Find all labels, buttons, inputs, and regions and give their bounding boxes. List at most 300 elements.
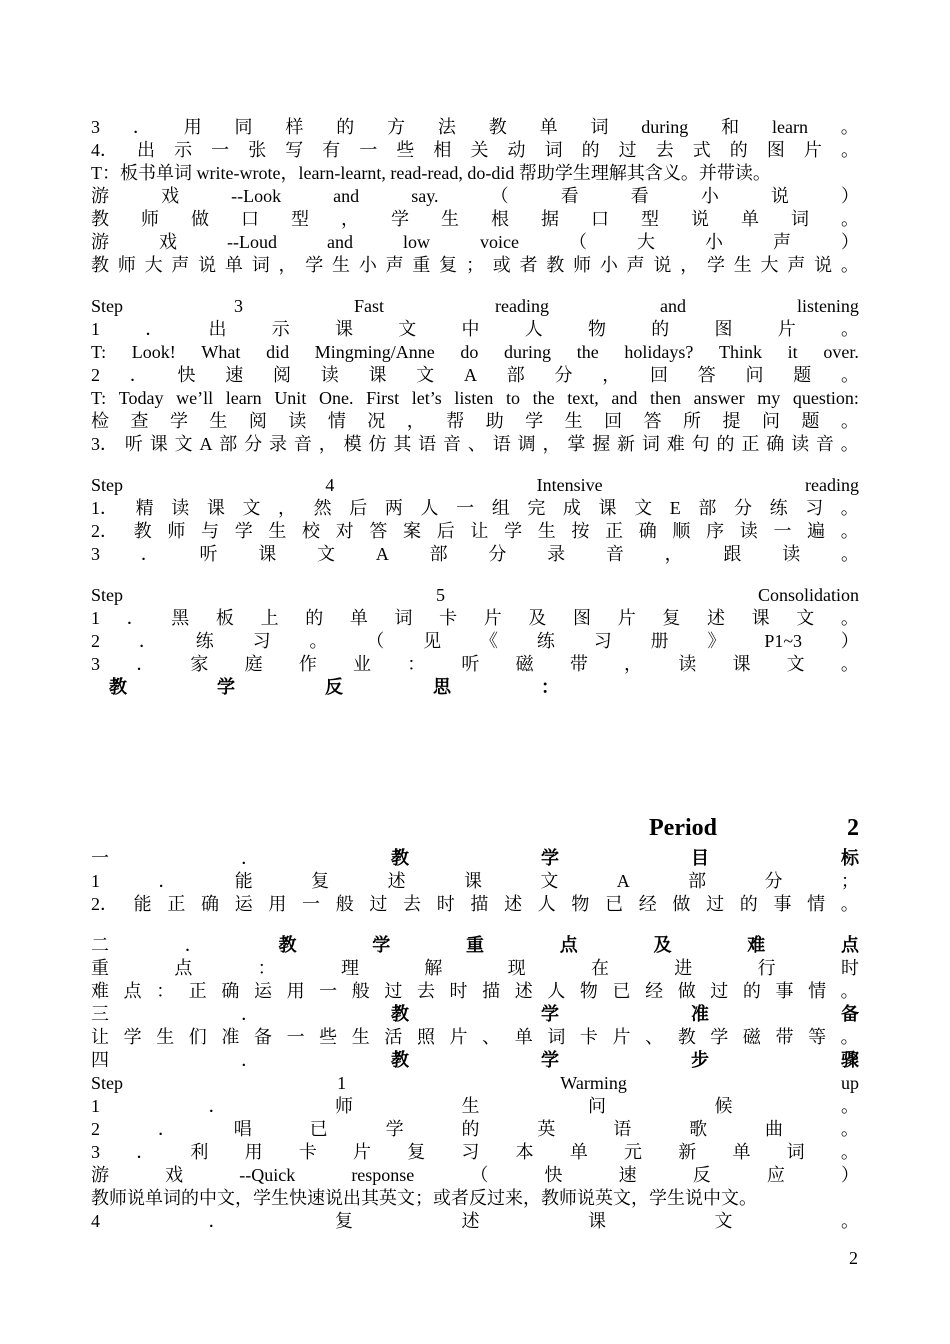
word: --Loud [227,232,277,252]
word: 3 [91,544,100,564]
word: Mingming/Anne [314,342,435,362]
word: 3 [91,1142,100,1162]
word: 单 [539,117,558,137]
word: 说 [770,186,789,206]
word: 生 [209,411,228,431]
word: 所 [683,411,702,431]
text-line [91,584,859,607]
word: 4 [91,1211,100,1231]
word: 语 [613,1119,632,1139]
word: 复 [311,871,330,891]
word: 图 [766,140,785,160]
word: up [840,1073,859,1093]
word: 快 [544,1165,563,1185]
word: 2 [91,365,100,385]
word: 带 [775,1027,794,1047]
word: Step [91,1073,124,1093]
word: 教 [109,677,127,697]
word: 练 [536,631,555,651]
word: 部 [688,871,707,891]
word: 文 [174,434,193,454]
word: 声 [787,255,806,275]
word: 作 [298,654,317,674]
word: 准 [691,1004,709,1024]
word: 学 [525,411,544,431]
word: 戏 [159,232,177,252]
word: 确 [766,434,785,454]
word: then [649,388,681,408]
word: 学 [391,209,409,229]
word: 看 [560,186,579,206]
text-line [91,208,859,231]
text-line [91,1003,859,1026]
word: 和 [721,117,740,137]
word: learn [225,388,262,408]
word: 本 [515,1142,534,1162]
word: 已 [309,1119,328,1139]
text-line [91,231,859,254]
word: 一 [91,848,109,868]
word: 师 [141,209,159,229]
word: 出 [208,319,227,339]
word: 、 [467,434,486,454]
word: （ [470,1165,489,1185]
word: 样 [285,117,304,137]
word: 生 [537,521,556,541]
word: 小 [704,232,723,252]
word: 册 [650,631,669,651]
word: 5 [436,585,445,605]
word: 学 [169,411,188,431]
word: 们 [188,1027,207,1047]
word: 的 [716,434,735,454]
word: 。 [840,608,859,628]
word: 说 [198,255,217,275]
word: 片 [803,140,822,160]
word: 过 [618,140,637,160]
word: Today [118,388,164,408]
word: 。 [840,411,859,431]
word: 做 [677,981,696,1001]
word: 型 [641,209,659,229]
word: 戏 [165,1165,184,1185]
word: 口 [241,209,259,229]
word: 语 [418,434,437,454]
word: 调 [517,434,536,454]
word: 的 [336,117,355,137]
word: 教 [488,117,507,137]
word: 描 [482,981,501,1001]
text-line [91,162,859,185]
word: 声 [772,232,791,252]
word: 两 [384,498,403,518]
word: 校 [302,521,321,541]
word: 后 [349,498,368,518]
word: 情 [327,411,346,431]
word: 庭 [244,654,263,674]
word: 部 [698,498,717,518]
word: 。 [840,894,859,914]
word: 些 [319,1027,338,1047]
word: 说 [814,255,833,275]
word: 后 [436,521,455,541]
word: 答 [697,365,716,385]
word: A [616,871,630,891]
word: 。 [840,521,859,541]
word: 单 [732,1142,751,1162]
word: 1 [337,1073,347,1093]
text-line [91,1026,859,1049]
word: Step [91,296,124,316]
word: my [757,388,781,408]
word: 按 [571,521,590,541]
word: 学 [541,848,559,868]
period-title [91,817,859,847]
word: 现 [507,958,526,978]
word: 词 [544,140,563,160]
text-line [91,1210,859,1233]
word: 去 [655,140,674,160]
word: 声 [171,255,190,275]
word: 有 [322,140,341,160]
word: 分 [764,871,783,891]
text-line [91,410,859,433]
word: 人 [537,894,556,914]
word: 用 [268,894,287,914]
word: （ [490,186,509,206]
word: 文 [398,319,417,339]
blank-line [91,456,859,474]
word: 元 [624,1142,643,1162]
text-line [91,676,859,699]
word: 问 [745,365,764,385]
word: 据 [541,209,559,229]
word: 音 [815,434,834,454]
word: 及 [528,608,547,628]
page-number: 2 [849,1248,858,1268]
word: 中 [461,319,480,339]
word: 描 [470,894,489,914]
blank-line [91,566,859,584]
word: 读 [288,411,307,431]
word: we’ll [176,388,214,408]
word: 重 [412,255,431,275]
word: 述 [706,608,725,628]
word: ， [278,255,297,275]
word: 关 [470,140,489,160]
word: 已 [605,894,624,914]
word: 进 [674,958,693,978]
word: 反 [325,677,343,697]
word: 黑 [171,608,190,628]
text-line [91,957,859,980]
word: 游 [91,232,109,252]
word: 习 [593,631,612,651]
word: --Look [231,186,282,206]
word: 读 [320,365,339,385]
word: 等 [808,1027,827,1047]
word: 。 [840,1142,859,1162]
word: A [464,365,477,385]
word: 物 [588,319,606,339]
period-number: 2 [847,815,859,841]
word: 复 [662,608,681,628]
word: 家 [190,654,209,674]
word: 课 [335,319,353,339]
word: 教 [677,1027,696,1047]
word: 学 [706,255,725,275]
word: 课 [206,498,225,518]
word: ． [208,1096,227,1116]
word: 3 [234,296,243,316]
word: 词 [251,255,270,275]
word: 对 [335,521,354,541]
word: 出 [137,140,156,160]
word: Unit [274,388,307,408]
word: First [366,388,400,408]
word: 应 [766,1165,785,1185]
word: 重 [466,935,484,955]
word: 述 [504,894,523,914]
word: 在 [590,958,609,978]
word: 动 [507,140,526,160]
word: 理 [340,958,359,978]
word: 练 [769,498,788,518]
word: 生 [351,1027,370,1047]
word: 。 [841,365,859,385]
word: 情 [807,894,826,914]
word: 点 [174,958,193,978]
word: 的 [742,981,761,1001]
word: 。 [841,1096,859,1116]
word: 听 [124,434,143,454]
word: ． [136,1142,155,1162]
word: did [266,342,290,362]
word: 生 [268,521,287,541]
word: 运 [253,981,272,1001]
word: 歌 [689,1119,708,1139]
word: A [375,544,389,564]
word: 说 [691,209,709,229]
word: 读 [782,544,801,564]
word: 词 [547,1027,566,1047]
word: 大 [144,255,163,275]
word: ， [542,434,561,454]
word: 教 [391,1050,409,1070]
word: ， [318,434,337,454]
blank-line [91,916,859,934]
word: 读 [678,654,697,674]
word: ． [140,544,159,564]
word: ； [840,871,859,891]
word: E [669,498,681,518]
word: ， [406,411,425,431]
word: ． [241,1050,259,1070]
word: 。 [840,1119,859,1139]
word: 生 [156,1027,175,1047]
word: 习 [805,498,824,518]
word: 教 [133,521,152,541]
text-line [91,497,859,520]
word: 文 [540,871,559,891]
word: 活 [384,1027,403,1047]
text-line [91,185,859,208]
word: 。 [840,1027,859,1047]
word: 生 [733,255,752,275]
word: 与 [201,521,220,541]
word: 行 [757,958,776,978]
word: 录 [547,544,566,564]
word: ， [664,544,683,564]
blank-line [91,277,859,295]
word: 句 [691,434,710,454]
word: T：板书单词 write-wrote，learn-learnt, read-read, do-did 帮助学生理解其含义。并带读。 [91,163,771,183]
word: the [532,388,555,408]
word: 过 [369,894,388,914]
word: 3 [91,654,100,674]
word: Step [91,585,124,605]
word: the [576,342,599,362]
word: 课 [149,434,168,454]
word: 曲 [765,1119,784,1139]
word: 张 [248,140,267,160]
word: 单 [514,1027,533,1047]
word: 词 [590,117,609,137]
word: 4． [91,140,118,160]
word: 同 [234,117,253,137]
word: 3 [91,117,100,137]
word: ， [624,654,643,674]
word: 示 [174,140,193,160]
text-line [91,630,859,653]
word: 1 [91,319,100,339]
word: 助 [485,411,504,431]
word: 示 [271,319,290,339]
word: 片 [353,1142,372,1162]
word: 课 [368,365,387,385]
word: What [201,342,241,362]
word: 分 [554,365,573,385]
word: 复 [439,255,458,275]
word: 思 [433,677,451,697]
word: 掌 [567,434,586,454]
word: 师 [117,255,136,275]
word: 习 [252,631,271,651]
word: 。 [840,117,859,137]
word: 片 [483,608,502,628]
word: 难 [666,434,685,454]
word: 。 [840,140,859,160]
word: 难 [747,935,766,955]
word: 些 [396,140,415,160]
word: 事 [773,894,792,914]
word: 学 [541,1050,559,1070]
word: 过 [706,894,725,914]
word: 速 [225,365,244,385]
word: Look! [131,342,176,362]
word: 板 [215,608,234,628]
word: answer [693,388,745,408]
word: 一 [286,1027,305,1047]
word: 速 [618,1165,637,1185]
text-line [91,433,859,456]
word: ） [840,631,859,651]
word: 2． [91,521,118,541]
word: 正 [605,521,624,541]
word: 照 [416,1027,435,1047]
word: （ [568,232,587,252]
word: 提 [722,411,741,431]
word: learn [771,117,808,137]
word: 式 [692,140,711,160]
word: 课 [598,498,617,518]
word: 及 [653,935,672,955]
word: do [460,342,479,362]
word: 目 [691,848,709,868]
word: response [351,1165,415,1185]
word: 教 [546,255,565,275]
word: 三 [91,1004,109,1024]
word: 阅 [248,411,267,431]
word: 做 [191,209,209,229]
word: it [787,342,798,362]
word: 复 [407,1142,426,1162]
text-line [91,980,859,1003]
word: 音 [605,544,624,564]
text-line [91,1118,859,1141]
word: 单 [349,608,368,628]
word: 让 [91,1027,109,1047]
word: 音 [293,434,312,454]
word: 文 [634,498,653,518]
word: 。 [840,498,859,518]
word: 2． [91,894,118,914]
word: ； [465,255,484,275]
word: ． [241,1004,259,1024]
word: reading [494,296,549,316]
word: 。 [309,631,328,651]
word: ： [407,654,426,674]
word: 人 [420,498,439,518]
word: 》 [707,631,726,651]
word: 述 [461,1211,480,1231]
word: 帮 [446,411,465,431]
word: 学 [234,521,253,541]
word: 备 [841,1004,859,1024]
word: 图 [714,319,733,339]
word: 小 [358,255,377,275]
word: T: [91,342,107,362]
word: ． [132,117,151,137]
word: 、 [645,1027,664,1047]
word: Fast [353,296,384,316]
word: 一 [773,521,792,541]
word: 学 [710,1027,729,1047]
word: 2 [91,1119,100,1139]
word: --Quick [239,1165,296,1185]
text-line [91,1072,859,1095]
word: 回 [604,411,623,431]
word: 一 [456,498,475,518]
word: 分 [488,544,507,564]
word: 确 [201,894,220,914]
word: 能 [234,871,253,891]
word: 点 [559,935,578,955]
word: 卡 [439,608,458,628]
word: 。 [840,654,859,674]
word: and [611,388,638,408]
word: 师 [335,1096,353,1116]
